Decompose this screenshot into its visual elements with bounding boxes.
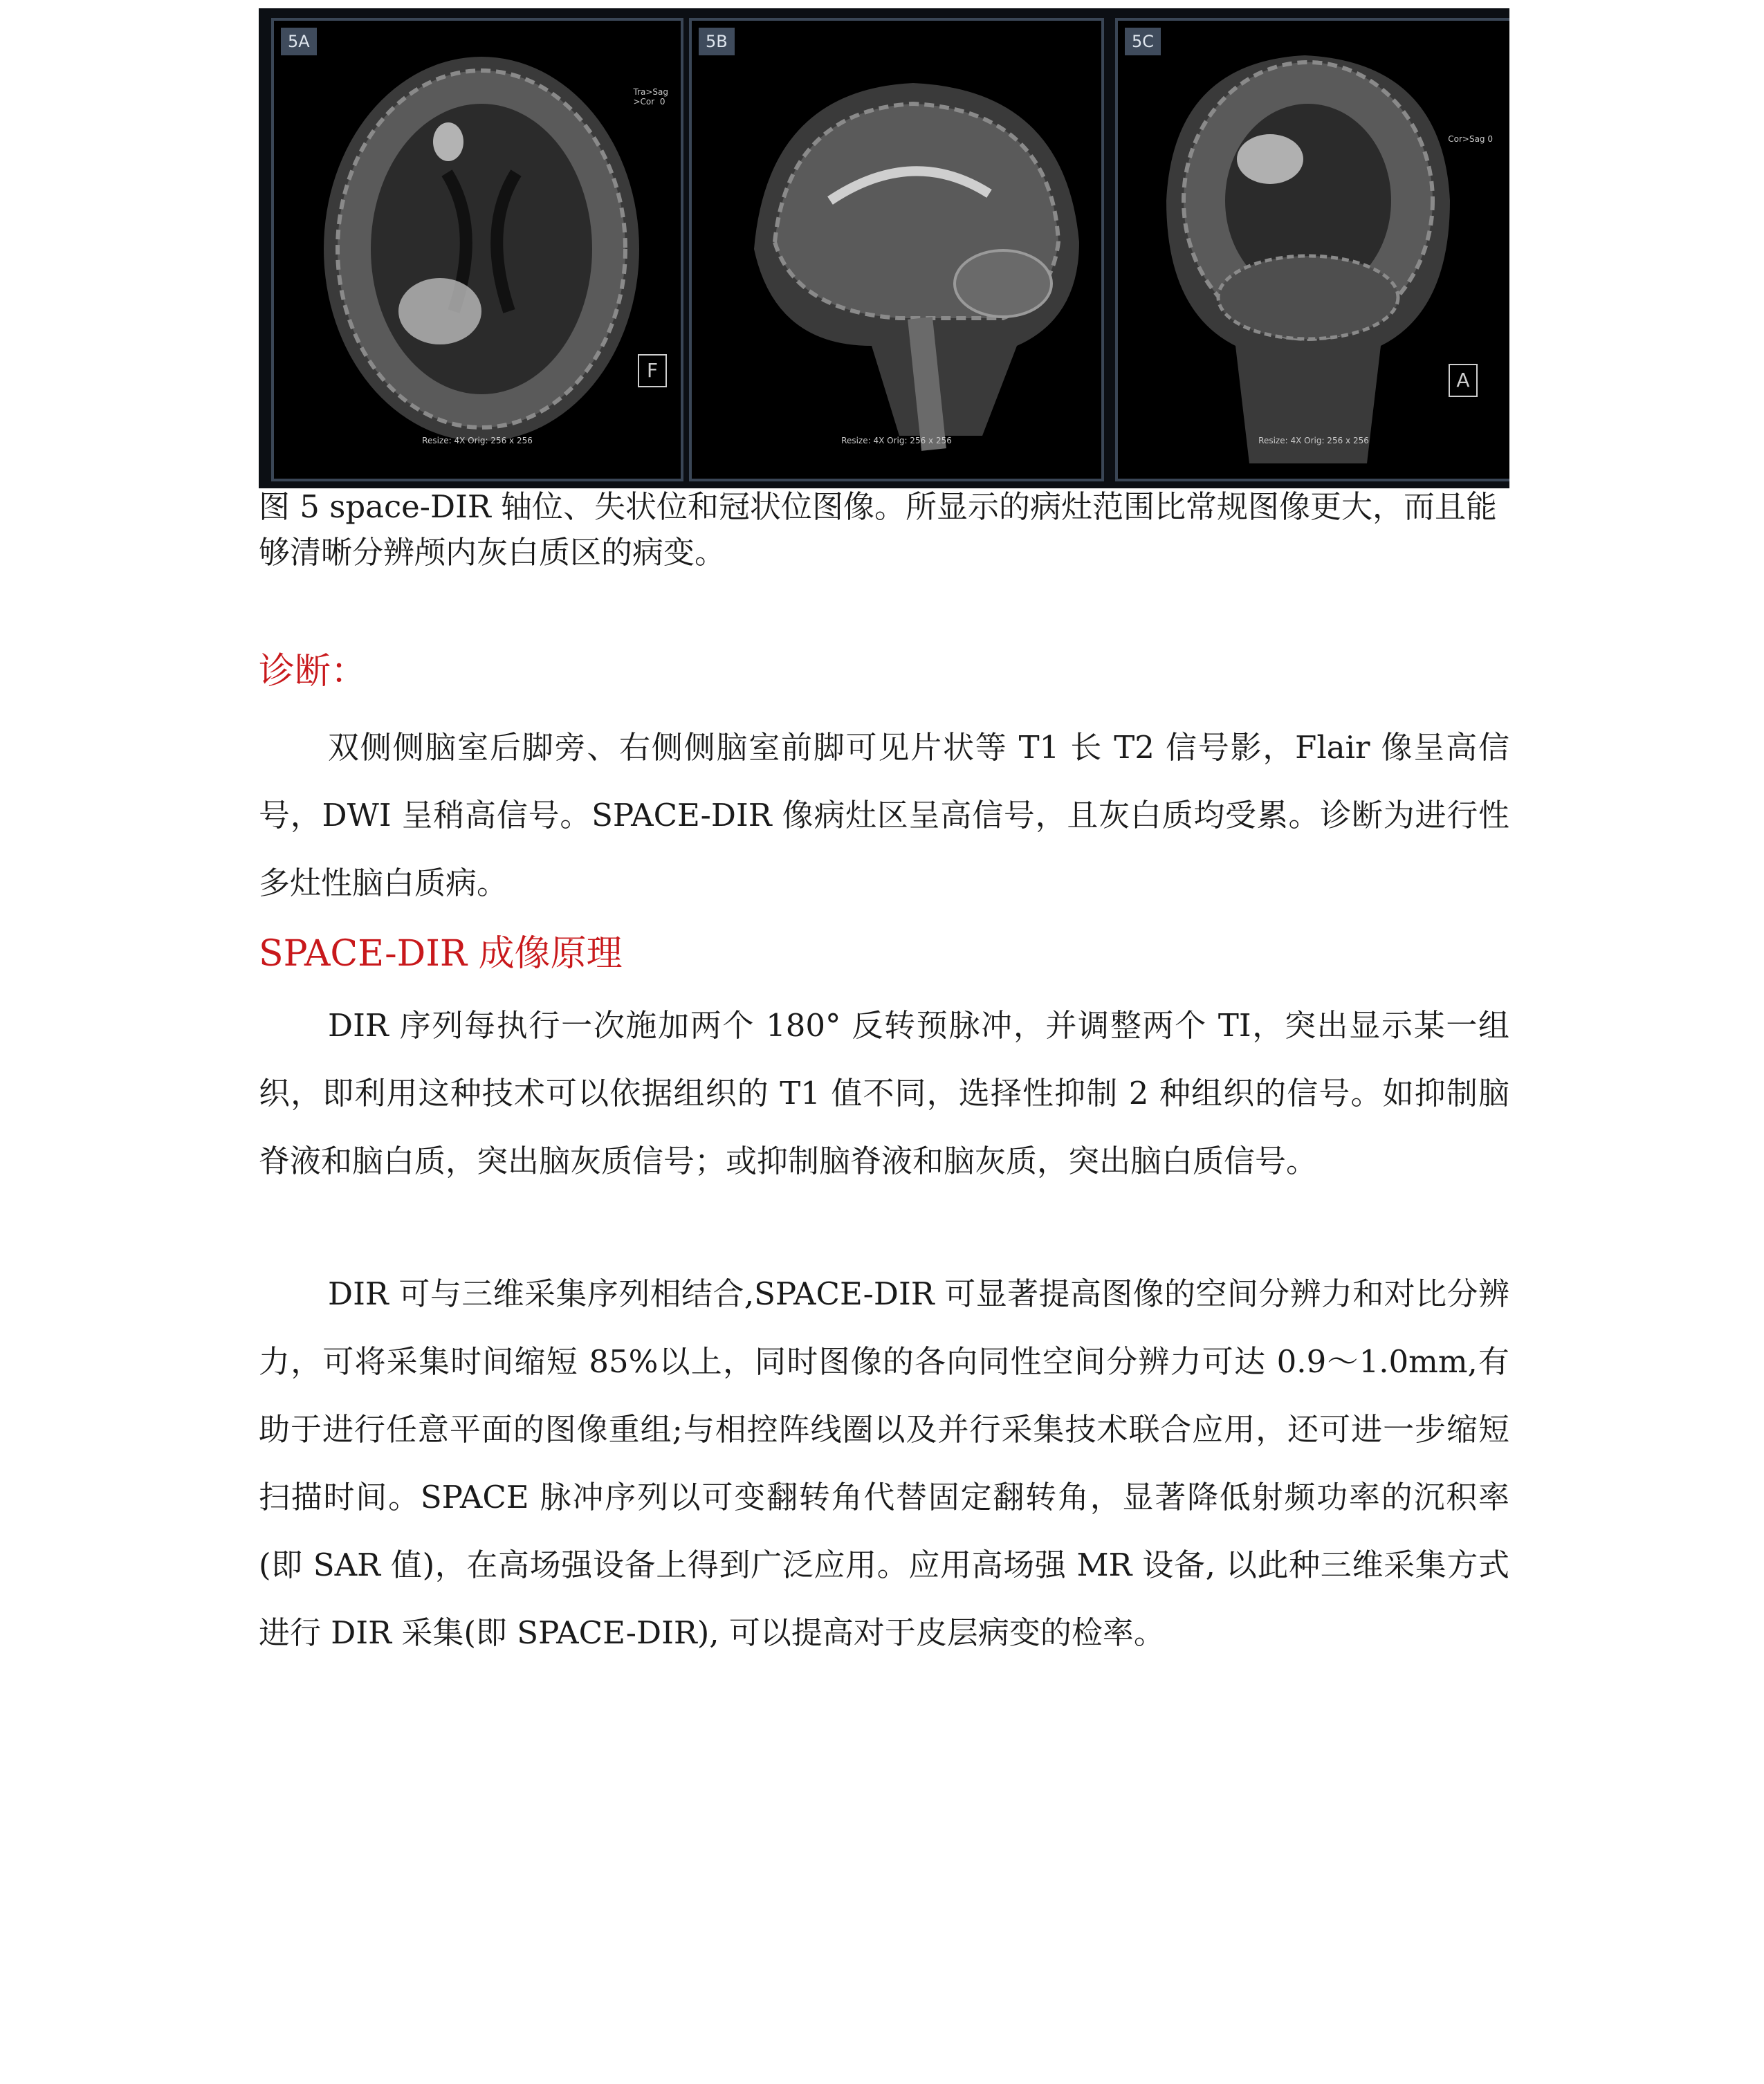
panel-label: 5B <box>699 28 735 55</box>
orientation-label: Cor>Sag 0 <box>1448 134 1493 144</box>
mri-panel-axial <box>271 18 683 481</box>
principle-paragraph-1: DIR 序列每执行一次施加两个 180° 反转预脉冲，并调整两个 TI，突出显示某一组织，即利用这种技术可以依据组织的 T1 值不同，选择性抑制 2 种组织的信号。如抑制脑脊液和脑白质，突出脑灰质信号；或抑制脑脊液和脑灰质，突出脑白质信号。 <box>259 1007 1509 1179</box>
resize-info: Resize: 4X Orig: 256 x 256 <box>1258 436 1369 445</box>
resize-info: Resize: 4X Orig: 256 x 256 <box>422 436 533 445</box>
principle-heading: SPACE-DIR 成像原理 <box>259 933 623 975</box>
mri-figure <box>259 8 1509 488</box>
mri-panel-coronal <box>1115 18 1509 481</box>
sagittal-brain-image <box>692 21 1104 481</box>
direction-marker: F <box>638 354 667 387</box>
figure-caption: 图 5 space-DIR 轴位、失状位和冠状位图像。所显示的病灶范围比常规图像更大，而且能够清晰分辨颅内灰白质区的病变。 <box>259 488 1498 571</box>
mri-panel-sagittal <box>689 18 1104 481</box>
panel-label: 5A <box>281 28 317 55</box>
orientation-label: Tra>Sag >Cor 0 <box>633 87 668 107</box>
resize-info: Resize: 4X Orig: 256 x 256 <box>841 436 952 445</box>
coronal-brain-image <box>1118 21 1509 481</box>
diagnosis-paragraph: 双侧侧脑室后脚旁、右侧侧脑室前脚可见片状等 T1 长 T2 信号影，Flair 像呈高信号，DWI 呈稍高信号。SPACE-DIR 像病灶区呈高信号，且灰白质均受累。诊断为进行性多灶性脑白质病。 <box>259 729 1509 901</box>
principle-paragraph-2: DIR 可与三维采集序列相结合,SPACE-DIR 可显著提高图像的空间分辨力和对比分辨力，可将采集时间缩短 85%以上，同时图像的各向同性空间分辨力可达 0.9～1.0mm,有助于进行任意平面的图像重组;与相控阵线圈以及并行采集技术联合应用，还可进一步缩短扫描时间。SPACE 脉冲序列以可变翻转角代替固定翻转角，显著降低射频功率的沉积率(即 SAR 值)，在高场强设备上得到广泛应用。应用高场强 MR 设备, 以此种三维采集方式进行 DIR 采集(即 SPACE-DIR), 可以提高对于皮层病变的检率。 <box>259 1275 1509 1651</box>
diagnosis-heading: 诊断： <box>259 651 367 692</box>
direction-marker: A <box>1449 364 1478 397</box>
panel-label: 5C <box>1125 28 1161 55</box>
axial-brain-image <box>274 21 683 481</box>
